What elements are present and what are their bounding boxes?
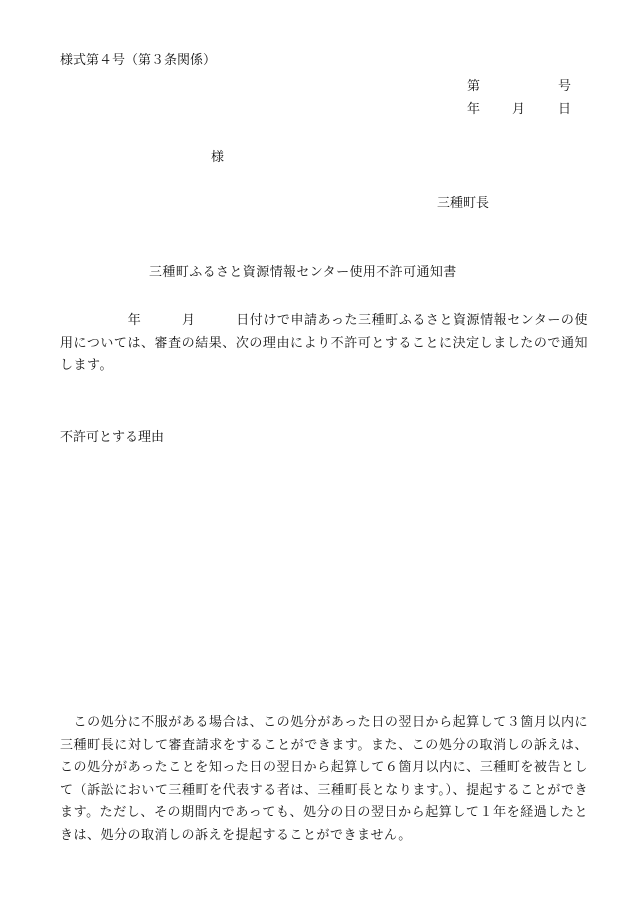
date-day: 日	[558, 102, 572, 117]
addressee-suffix: 様	[211, 150, 225, 165]
appeal-notice: この処分に不服がある場合は、この処分があった日の翌日から起算して３箇月以内に三種町長に対して審査請求をすることができます。また、この処分の取消しの訴えは、この処分があったことを知った日の翌日から起算して６箇月以内に、三種町を被告として（訴訟において三種町を代表する者は、三種町長となります。）、提起することができます。ただし、その期間内であっても、処分の日の翌日から起算して１年を経過したときは、処分の取消しの訴えを提起することができません。	[60, 715, 588, 843]
issuer: 三種町長	[437, 196, 490, 211]
form-label: 様式第４号（第３条関係）	[60, 53, 217, 68]
number-suffix: 号	[558, 79, 572, 94]
reason-label: 不許可とする理由	[60, 430, 165, 445]
body-paragraph: 年 月 日付けで申請あった三種町ふるさと資源情報センターの使用については、審査の結果、次の理由により不許可とすることに決定しましたので通知します。	[60, 313, 588, 373]
document-title: 三種町ふるさと資源情報センター使用不許可通知書	[149, 265, 457, 280]
number-prefix: 第	[467, 79, 481, 94]
date-month: 月	[512, 102, 526, 117]
date-year: 年	[467, 102, 481, 117]
reason-blank-area	[60, 455, 588, 695]
